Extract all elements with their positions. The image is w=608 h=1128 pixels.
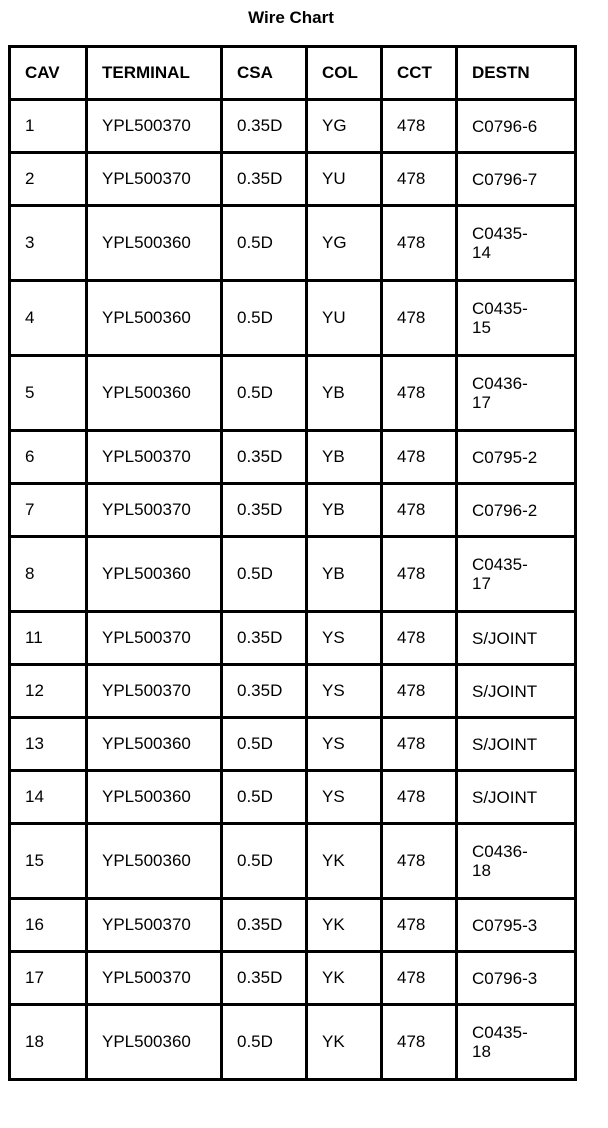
column-header-csa: CSA <box>222 47 307 100</box>
cell-cct: 478 <box>382 206 457 281</box>
cell-destn: S/JOINT <box>457 771 576 824</box>
cell-csa: 0.5D <box>222 206 307 281</box>
cell-cct: 478 <box>382 356 457 431</box>
cell-destn: C0796-7 <box>457 153 576 206</box>
cell-cav: 5 <box>10 356 87 431</box>
table-row <box>10 665 576 718</box>
cell-col: YU <box>307 153 382 206</box>
cell-destn: C0435- 18 <box>457 1005 576 1080</box>
cell-cct: 478 <box>382 281 457 356</box>
cell-cav: 4 <box>10 281 87 356</box>
table-row <box>10 899 576 952</box>
cell-col: YK <box>307 824 382 899</box>
cell-cav: 6 <box>10 431 87 484</box>
cell-csa: 0.35D <box>222 899 307 952</box>
cell-destn: C0796-3 <box>457 952 576 1005</box>
column-header-cct: CCT <box>382 47 457 100</box>
cell-cav: 17 <box>10 952 87 1005</box>
cell-cav: 2 <box>10 153 87 206</box>
cell-terminal: YPL500360 <box>87 824 222 899</box>
table-row <box>10 356 576 431</box>
table-row <box>10 537 576 612</box>
cell-cct: 478 <box>382 537 457 612</box>
column-header-destn: DESTN <box>457 47 576 100</box>
cell-destn: C0795-2 <box>457 431 576 484</box>
page-title: Wire Chart <box>248 8 334 27</box>
cell-terminal: YPL500370 <box>87 100 222 153</box>
cell-cct: 478 <box>382 952 457 1005</box>
cell-destn: S/JOINT <box>457 665 576 718</box>
cell-csa: 0.5D <box>222 1005 307 1080</box>
cell-terminal: YPL500370 <box>87 899 222 952</box>
cell-terminal: YPL500370 <box>87 612 222 665</box>
column-header-terminal: TERMINAL <box>87 47 222 100</box>
table-row <box>10 824 576 899</box>
cell-csa: 0.35D <box>222 952 307 1005</box>
cell-col: YS <box>307 612 382 665</box>
table-row <box>10 952 576 1005</box>
cell-destn: C0435- 17 <box>457 537 576 612</box>
cell-terminal: YPL500360 <box>87 537 222 612</box>
cell-csa: 0.35D <box>222 153 307 206</box>
cell-col: YS <box>307 665 382 718</box>
cell-csa: 0.35D <box>222 100 307 153</box>
cell-terminal: YPL500360 <box>87 771 222 824</box>
cell-terminal: YPL500360 <box>87 206 222 281</box>
cell-col: YG <box>307 206 382 281</box>
cell-cct: 478 <box>382 100 457 153</box>
cell-col: YK <box>307 1005 382 1080</box>
cell-csa: 0.35D <box>222 665 307 718</box>
table-row <box>10 771 576 824</box>
cell-destn: C0435- 14 <box>457 206 576 281</box>
cell-csa: 0.5D <box>222 824 307 899</box>
cell-col: YG <box>307 100 382 153</box>
cell-csa: 0.5D <box>222 771 307 824</box>
cell-terminal: YPL500360 <box>87 356 222 431</box>
cell-csa: 0.5D <box>222 718 307 771</box>
cell-destn: S/JOINT <box>457 612 576 665</box>
cell-terminal: YPL500370 <box>87 952 222 1005</box>
cell-terminal: YPL500370 <box>87 431 222 484</box>
cell-cav: 1 <box>10 100 87 153</box>
cell-csa: 0.5D <box>222 537 307 612</box>
cell-col: YB <box>307 537 382 612</box>
cell-destn: C0436- 17 <box>457 356 576 431</box>
table-row <box>10 484 576 537</box>
cell-terminal: YPL500370 <box>87 665 222 718</box>
cell-cav: 15 <box>10 824 87 899</box>
cell-destn: C0796-2 <box>457 484 576 537</box>
table-row <box>10 206 576 281</box>
cell-csa: 0.35D <box>222 431 307 484</box>
cell-cav: 7 <box>10 484 87 537</box>
cell-terminal: YPL500360 <box>87 1005 222 1080</box>
cell-cct: 478 <box>382 824 457 899</box>
cell-col: YB <box>307 484 382 537</box>
cell-cav: 18 <box>10 1005 87 1080</box>
cell-destn: C0435- 15 <box>457 281 576 356</box>
cell-cav: 11 <box>10 612 87 665</box>
cell-terminal: YPL500360 <box>87 718 222 771</box>
table-row <box>10 431 576 484</box>
cell-cct: 478 <box>382 665 457 718</box>
column-header-cav: CAV <box>10 47 87 100</box>
cell-destn: C0796-6 <box>457 100 576 153</box>
cell-destn: S/JOINT <box>457 718 576 771</box>
cell-col: YS <box>307 771 382 824</box>
table-header-row <box>10 47 576 100</box>
cell-cct: 478 <box>382 771 457 824</box>
wire-chart-body <box>10 100 576 1080</box>
cell-cct: 478 <box>382 484 457 537</box>
table-row <box>10 1005 576 1080</box>
cell-csa: 0.35D <box>222 484 307 537</box>
cell-cav: 16 <box>10 899 87 952</box>
cell-cav: 12 <box>10 665 87 718</box>
cell-terminal: YPL500370 <box>87 153 222 206</box>
cell-col: YB <box>307 356 382 431</box>
cell-csa: 0.5D <box>222 281 307 356</box>
cell-csa: 0.5D <box>222 356 307 431</box>
cell-cct: 478 <box>382 1005 457 1080</box>
cell-col: YK <box>307 899 382 952</box>
cell-cct: 478 <box>382 718 457 771</box>
table-row <box>10 153 576 206</box>
wire-chart-table <box>8 45 577 1081</box>
cell-destn: C0436- 18 <box>457 824 576 899</box>
column-header-col: COL <box>307 47 382 100</box>
cell-csa: 0.35D <box>222 612 307 665</box>
cell-cct: 478 <box>382 431 457 484</box>
cell-cav: 13 <box>10 718 87 771</box>
cell-col: YU <box>307 281 382 356</box>
table-row <box>10 612 576 665</box>
cell-cav: 3 <box>10 206 87 281</box>
cell-col: YB <box>307 431 382 484</box>
cell-col: YS <box>307 718 382 771</box>
cell-terminal: YPL500360 <box>87 281 222 356</box>
table-row <box>10 281 576 356</box>
cell-cav: 8 <box>10 537 87 612</box>
cell-cct: 478 <box>382 153 457 206</box>
cell-cct: 478 <box>382 899 457 952</box>
cell-col: YK <box>307 952 382 1005</box>
cell-terminal: YPL500370 <box>87 484 222 537</box>
cell-destn: C0795-3 <box>457 899 576 952</box>
cell-cct: 478 <box>382 612 457 665</box>
cell-cav: 14 <box>10 771 87 824</box>
table-row <box>10 718 576 771</box>
table-row <box>10 100 576 153</box>
